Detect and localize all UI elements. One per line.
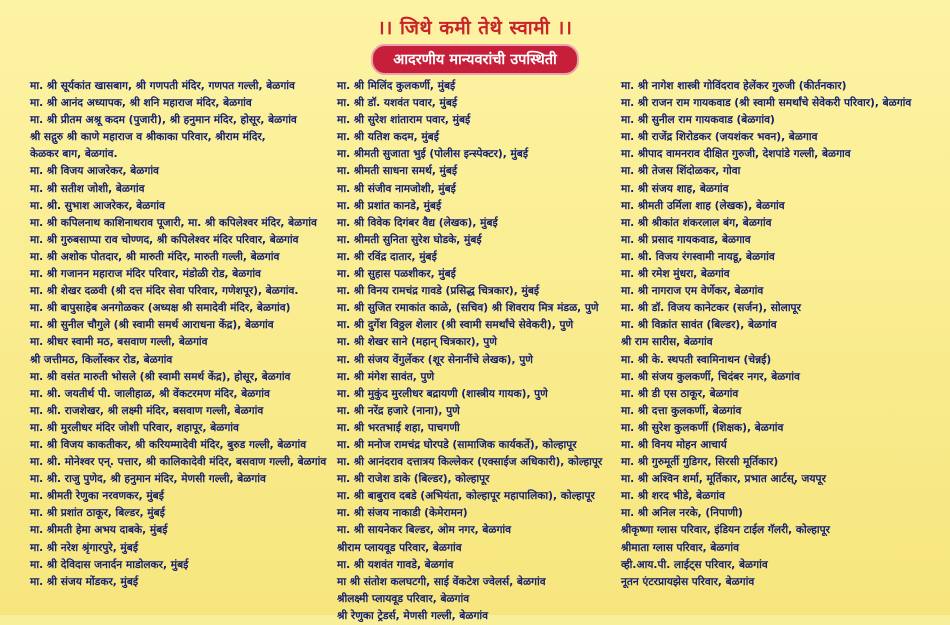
guest-list-item: मा. श्री. राजु पुणेद, श्री हनुमान मंदिर, मेणसी गल्ली, बेळगांव bbox=[30, 473, 266, 486]
guest-list-item: मा. श्रीपाद वामनराव दीक्षित गुरुजी, देशपांडे गल्ली, बेळगाव bbox=[621, 148, 851, 161]
guest-list-item: मा. श्री. सुभाश आजरेकर, बेळगांव bbox=[30, 199, 165, 212]
guest-list-column-2 bbox=[337, 78, 617, 625]
guest-list-item: मा. श्री बाबुराव दबडे (अभियंता, कोल्हापूर महापालिका), कोल्हापूर bbox=[337, 490, 595, 503]
guest-list-item: मा. श्रीमती रेणुका नरवणकर, मुंबई bbox=[30, 490, 164, 503]
guest-list-item: व्ही.आय.पी. लाईट्स परिवार, बेळगांव bbox=[621, 558, 768, 571]
guest-list-item: मा. श्री देविदास जनार्दन माडोलकर, मुंबई bbox=[30, 558, 189, 571]
guest-list-item: केळकर बाग, बेळगांव. bbox=[30, 148, 118, 161]
guest-list-item: मा. श्री वसंत मारुती भोसले (श्री स्वामी समर्थ केंद्र), होसूर, बेळगांव bbox=[30, 370, 291, 383]
guest-list-item: मा. श्री अश्विन शर्मा, मूर्तिकार, प्रभात आर्टस्, जयपूर bbox=[621, 473, 826, 486]
guest-list-item: मा. श्री राजन राम गायकवाड (श्री स्वामी समर्थांचे सेवेकरी परिवार), बेळगांव bbox=[621, 97, 912, 110]
guest-list-item: मा. श्री शेखर साने (महान् चित्रकार), पुणे bbox=[337, 336, 497, 349]
guest-list-item: मा. श्री आनंद अध्यापक, श्री शनि महाराज मंदिर, बेळगांव bbox=[30, 97, 252, 110]
guest-list-item: मा. श्रीमती सुनिता सुरेश घोडके, मुंबई bbox=[337, 233, 482, 246]
guest-list-column-3 bbox=[621, 78, 941, 591]
guest-list-item: मा. श्री गुरुबसाप्पा राव चोण्णद, श्री कपिलेश्वर मंदिर परिवार, बेळगांव bbox=[30, 233, 299, 246]
guest-list-item: मा. श्री शरद भीडे, बेळगांव bbox=[621, 490, 725, 503]
guest-list-item: मा. श्री प्रशांत ठाकूर, बिल्डर, मुंबई bbox=[30, 507, 165, 520]
guest-list-item: मा. श्री श्रीकांत शंकरलाल बंग, बेळगांव bbox=[621, 216, 772, 229]
guest-list-item: मा. श्री यतिश कदम, मुंबई bbox=[337, 131, 439, 144]
guest-list-item: मा. श्री विजय काकतीकर, श्री करियम्मादेवी मंदिर, बुरुड गल्ली, बेळगांव bbox=[30, 438, 307, 451]
guest-list-item: मा. श्री डी एस ठाकूर, बेळगांव bbox=[621, 387, 739, 400]
guest-list-item: मा श्री संतोश कलघटगी, साई वेंकटेश ज्वेलर्स, बेळगांव bbox=[337, 575, 546, 588]
guest-list-item: मा. श्री प्रीतम अश्रू कदम (पुजारी), श्री हनुमान मंदिर, होसूर, बेळगांव bbox=[30, 114, 297, 127]
guest-list-item: मा. श्री सुरेश शांताराम पवार, मुंबई bbox=[337, 114, 471, 127]
guest-list-item: मा. श्री कपिलनाथ काशिनाथराव पूजारी, मा. श्री कपिलेश्वर मंदिर, बेळगांव bbox=[30, 216, 317, 229]
guest-list-item: मा. श्री संजय नाकाडी (केमेरामन) bbox=[337, 507, 468, 520]
guest-list-item: श्रीकृष्णा ग्लास परिवार, इंडियन टाईल गॅलरी, कोल्हापूर bbox=[621, 524, 830, 537]
guest-list-item: मा. श्री के. स्थपती स्वामिनाथन (चेन्नई) bbox=[621, 353, 772, 366]
guest-list-item: मा. श्री प्रशांत कानडे, मुंबई bbox=[337, 199, 442, 212]
guest-list-item: मा. श्री शेखर दळवी (श्री दत्त मंदिर सेवा परिवार, गणेशपूर), बेळगांव. bbox=[30, 285, 299, 298]
guest-list-item: श्रीराम प्लायवूड परिवार, बेळगांव bbox=[337, 541, 462, 554]
guest-list-item: मा. श्री गजानन महाराज मंदिर परिवार, मंडोळी रोड, बेळगांव bbox=[30, 268, 261, 281]
guest-list-item: मा. श्री संजीव नामजोशी, मुंबई bbox=[337, 182, 456, 195]
guest-list-item: मा. श्री. मोनेश्वर एन्. पत्तार, श्री कालिकादेवी मंदिर, बसवाण गल्ली, बेळगांव bbox=[30, 456, 327, 469]
guest-list-item: मा. श्री मुकुंद मुरलीधर बद्रायणी (शास्त्रीय गायक), पुणे bbox=[337, 387, 548, 400]
guest-list-item: मा. श्री दत्ता कुलकर्णी, बेळगांव bbox=[621, 404, 742, 417]
guest-list-item: श्री रेणुका ट्रेडर्स, मेणसी गल्ली, बेळगांव bbox=[337, 609, 489, 622]
page-title: ।। जिथे कमी तेथे स्वामी ।। bbox=[377, 17, 573, 39]
guest-list-item: मा. श्री विनय मोहन आचार्य bbox=[621, 438, 727, 451]
guest-list-item: मा. श्री सुनील राम गायकवाड (बेळगांव) bbox=[621, 114, 775, 127]
guest-list-item: मा. श्री. जयतीर्थ पी. जालीहाळ, श्री वेंकटरमण मंदिर, बेळगांव bbox=[30, 387, 270, 400]
guest-list-item: मा. श्री राजेश डाके (बिल्डर), कोल्हापूर bbox=[337, 473, 490, 486]
guest-list-item: मा. श्री आनंदराव दत्तात्रय किल्लेकर (एक्साईज अधिकारी), कोल्हापूर bbox=[337, 456, 603, 469]
guest-list-item: मा. श्री सतीश जोशी, बेळगांव bbox=[30, 182, 145, 195]
guest-list-item: मा. श्री यशवंत गावडे, बेळगांव bbox=[337, 558, 454, 571]
guest-list-item: मा. श्री मिलिंद कुलकर्णी, मुंबई bbox=[337, 80, 456, 92]
guest-list-item: मा. श्री भरतभाई शहा, पाचगणी bbox=[337, 421, 460, 434]
guest-list-item: मा. श्री विक्रांत सावंत (बिल्डर), बेळगांव bbox=[621, 319, 777, 332]
guest-list-item: श्री जत्तीमठ, किर्लोस्कर रोड, बेळगांव bbox=[30, 353, 173, 366]
guest-list-item: मा. श्री डॉ. यशवंत पवार, मुंबई bbox=[337, 97, 458, 110]
guest-list-item: मा. श्री विवेक दिगंबर वैद्य (लेखक), मुंबई bbox=[337, 216, 498, 229]
guest-list-item: मा. श्री विजय आजरेकर, बेळगांव bbox=[30, 165, 159, 178]
guest-list-item: मा. श्री रविंद्र दातार, मुंबई bbox=[337, 250, 437, 263]
guest-list-item: मा. श्री संजय वेंगुर्लेकर (शूर सेनानींचे लेखक), पुणे bbox=[337, 353, 533, 366]
guest-list-item: मा. श्री दुर्गेश विठ्ठल शेलार (श्री स्वामी समर्थांचे सेवेकरी), पुणे bbox=[337, 319, 574, 332]
subtitle-banner-wrap bbox=[0, 44, 950, 75]
guest-list-item: मा. श्री नरेश श्रृंगारपुरे, मुंबई bbox=[30, 541, 139, 554]
guest-list-item: मा. श्री विनय रामचंद्र गावडे (प्रसिद्ध चित्रकार), मुंबई bbox=[337, 285, 540, 298]
guest-list-item: श्रीमाता ग्लास परिवार, बेळगांव bbox=[621, 541, 740, 554]
guest-list-item: मा. श्री. विजय रंगस्वामी नायडू, बेळगांव bbox=[621, 250, 775, 263]
guest-list-item: मा. श्री सुजित रमाकांत काळे, (सचिव) श्री शिवराय मित्र मंडळ, पुणे bbox=[337, 302, 599, 315]
guest-list-item: श्री सद्गुरु श्री काणे महाराज व श्रीकाका परिवार, श्रीराम मंदिर, bbox=[30, 131, 266, 144]
guest-list-item: मा. श्री सुनील चौगुले (श्री स्वामी समर्थ आराधना केंद्र), बेळगांव bbox=[30, 319, 274, 332]
guest-list-item: मा. श्रीमती उर्मिला शाह (लेखक), बेळगांव bbox=[621, 199, 785, 212]
guest-list-item: मा. श्री बापुसाहेब अनगोळकर (अध्यक्ष श्री समादेवी मंदिर, बेळगांव) bbox=[30, 302, 291, 315]
guest-list-item: मा. श्री. राजशेखर, श्री लक्ष्मी मंदिर, बसवाण गल्ली, बेळगांव bbox=[30, 404, 264, 417]
guest-list-item: मा. श्री अशोक पोतदार, श्री मारुती मंदिर, मारुती गल्ली, बेळगांव bbox=[30, 250, 280, 263]
guest-list-item: नूतन एंटरप्रायझेस परिवार, बेळगांव bbox=[621, 575, 755, 588]
guest-list-item: मा. श्री संजय शाह, बेळगांव bbox=[621, 182, 729, 195]
guest-list-item: मा. श्री मंगेश सावंत, पुणे bbox=[337, 370, 435, 383]
guest-list-item: मा. श्री रमेश मुंधरा, बेळगांव bbox=[621, 268, 730, 281]
guest-list-column-1 bbox=[30, 78, 335, 591]
guest-list-item: मा. श्री सुहास पळशीकर, मुंबई bbox=[337, 268, 456, 281]
guest-list-item: मा. श्री गुरुमूर्ती गुडिगर, सिरसी मूर्तिकार) bbox=[621, 456, 779, 469]
guest-list-item: मा. श्री नागेश शास्त्री गोविंदराव हेलेंकर गुरुजी (कीर्तनकार) bbox=[621, 80, 847, 92]
guest-list-item: मा. श्रीमती हेमा अभय दाबके, मुंबई bbox=[30, 524, 168, 537]
guest-list-item: मा. श्री संजय मोंडकर, मुंबई bbox=[30, 575, 139, 588]
guest-list-item: मा. श्रीमती साधना समर्थ, मुंबई bbox=[337, 165, 458, 178]
guest-list-item: श्रीलक्ष्मी प्लायवूड परिवार, बेळगांव bbox=[337, 592, 470, 605]
guest-list-item: मा. श्रीमती सुजाता भुई (पोलीस इन्स्पेक्टर), मुंबई bbox=[337, 148, 529, 161]
guest-list-item: श्री राम सारीस, बेळगांव bbox=[621, 336, 713, 349]
guest-list-item: मा. श्री संजय कुलकर्णी, चिदंबर नगर, बेळगांव bbox=[621, 370, 800, 383]
guest-list-item: मा. श्री नरेंद्र हजारे (नाना), पुणे bbox=[337, 404, 460, 417]
subtitle-banner: आदरणीय मान्यवरांची उपस्थिती bbox=[371, 44, 579, 75]
guest-list-item: मा. श्री नागराज एम वेर्णेकर, बेळगांव bbox=[621, 285, 764, 298]
guest-list-item: मा. श्री राजेंद्र शिरोडकर (जयशंकर भवन), बेळगाव bbox=[621, 131, 818, 144]
guest-list-item: मा. श्री सुरेश कुलकर्णी (शिक्षक), बेळगांव bbox=[621, 421, 784, 434]
guest-list-item: मा. श्री तेजस शिंदोळकर, गोवा bbox=[621, 165, 741, 178]
guest-list-item: मा. श्री प्रसाद गायकवाड, बेळगाव bbox=[621, 233, 751, 246]
guest-list-item: मा. श्री सायनेकर बिल्डर, ओम नगर, बेळगांव bbox=[337, 524, 512, 537]
guest-list-item: मा. श्रीधर स्वामी मठ, बसवाण गल्ली, बेळगांव bbox=[30, 336, 208, 349]
guest-list-item: मा. श्री मुरलीधर मंदिर जोशी परिवार, शहापूर, बेळगांव bbox=[30, 421, 239, 434]
guest-list-item: मा. श्री मनोज रामचंद्र घोरपडे (सामाजिक कार्यकर्ते), कोल्हापूर bbox=[337, 438, 577, 451]
guest-list-item: मा. श्री अनिल नरके, (निपाणी) bbox=[621, 507, 743, 520]
guest-list-item: मा. श्री सूर्यकांत खासबाग, श्री गणपती मंदिर, गणपत गल्ली, बेळगांव bbox=[30, 80, 295, 92]
guest-list-item: मा. श्री डॉ. विजय कानेटकर (सर्जन), सोलापूर bbox=[621, 302, 801, 315]
